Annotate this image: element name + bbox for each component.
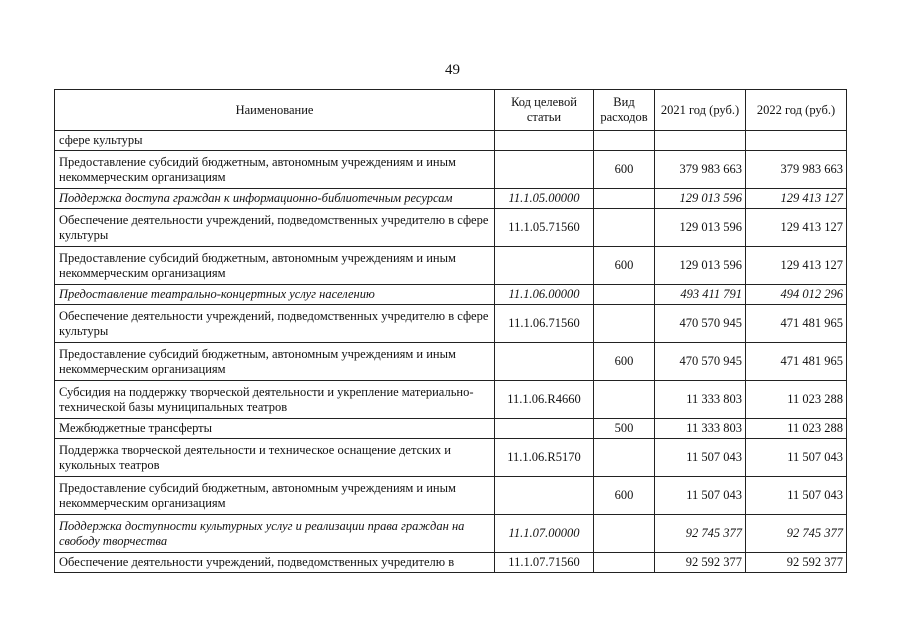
row-amount-2022: 11 507 043 [746, 439, 847, 477]
row-amount-2022: 92 745 377 [746, 515, 847, 553]
table-row [55, 419, 847, 439]
row-amount-2021: 129 013 596 [655, 247, 746, 285]
row-amount-2021: 92 592 377 [655, 553, 746, 573]
row-amount-2021: 11 507 043 [655, 477, 746, 515]
table-row [55, 381, 847, 419]
row-target-code: 11.1.06.R4660 [495, 381, 594, 419]
header-2022: 2022 год (руб.) [746, 90, 847, 131]
row-name: Предоставление субсидий бюджетным, автономным учреждениям и иным некоммерческим организациям [55, 247, 495, 285]
header-expense-type: Вид расходов [594, 90, 655, 131]
table-row [55, 247, 847, 285]
row-expense-type: 500 [594, 419, 655, 439]
row-target-code: 11.1.06.00000 [495, 285, 594, 305]
row-expense-type [594, 553, 655, 573]
row-name: Предоставление субсидий бюджетным, автономным учреждениям и иным некоммерческим организациям [55, 477, 495, 515]
row-amount-2021: 129 013 596 [655, 189, 746, 209]
row-target-code [495, 343, 594, 381]
table-body [55, 131, 847, 573]
row-amount-2022: 92 592 377 [746, 553, 847, 573]
row-name: Предоставление театрально-концертных услуг населению [55, 285, 495, 305]
row-name: Поддержка творческой деятельности и техническое оснащение детских и кукольных театров [55, 439, 495, 477]
table-row [55, 209, 847, 247]
row-name: Обеспечение деятельности учреждений, подведомственных учредителю в сфере культуры [55, 305, 495, 343]
row-expense-type [594, 285, 655, 305]
row-target-code: 11.1.07.71560 [495, 553, 594, 573]
row-amount-2021 [655, 131, 746, 151]
row-expense-type [594, 189, 655, 209]
row-amount-2022: 11 023 288 [746, 381, 847, 419]
row-expense-type [594, 439, 655, 477]
row-target-code: 11.1.07.00000 [495, 515, 594, 553]
row-expense-type: 600 [594, 343, 655, 381]
row-amount-2021: 470 570 945 [655, 305, 746, 343]
row-target-code: 11.1.06.R5170 [495, 439, 594, 477]
table-row [55, 439, 847, 477]
row-name: Предоставление субсидий бюджетным, автономным учреждениям и иным некоммерческим организациям [55, 151, 495, 189]
row-target-code [495, 477, 594, 515]
row-expense-type [594, 381, 655, 419]
row-amount-2021: 493 411 791 [655, 285, 746, 305]
row-amount-2022: 494 012 296 [746, 285, 847, 305]
row-name: Поддержка доступа граждан к информационно-библиотечным ресурсам [55, 189, 495, 209]
row-amount-2022: 129 413 127 [746, 189, 847, 209]
row-expense-type [594, 131, 655, 151]
row-amount-2022: 11 023 288 [746, 419, 847, 439]
row-amount-2022: 129 413 127 [746, 209, 847, 247]
row-target-code [495, 247, 594, 285]
row-target-code: 11.1.06.71560 [495, 305, 594, 343]
row-amount-2022: 471 481 965 [746, 305, 847, 343]
table-row [55, 553, 847, 573]
row-amount-2022: 379 983 663 [746, 151, 847, 189]
row-amount-2021: 92 745 377 [655, 515, 746, 553]
row-name: Поддержка доступности культурных услуг и реализации права граждан на свободу творчества [55, 515, 495, 553]
table-row [55, 343, 847, 381]
table-row [55, 305, 847, 343]
row-expense-type: 600 [594, 477, 655, 515]
row-target-code [495, 419, 594, 439]
page-number: 49 [445, 62, 460, 78]
row-name: сфере культуры [55, 131, 495, 151]
row-target-code: 11.1.05.00000 [495, 189, 594, 209]
row-amount-2021: 11 333 803 [655, 419, 746, 439]
header-name: Наименование [55, 90, 495, 131]
row-expense-type [594, 305, 655, 343]
row-amount-2022: 471 481 965 [746, 343, 847, 381]
row-amount-2021: 11 333 803 [655, 381, 746, 419]
table-header-row [55, 90, 847, 131]
row-target-code: 11.1.05.71560 [495, 209, 594, 247]
row-amount-2022: 11 507 043 [746, 477, 847, 515]
row-amount-2022: 129 413 127 [746, 247, 847, 285]
row-expense-type: 600 [594, 151, 655, 189]
row-name: Обеспечение деятельности учреждений, подведомственных учредителю в [55, 553, 495, 573]
row-amount-2022 [746, 131, 847, 151]
row-amount-2021: 11 507 043 [655, 439, 746, 477]
row-target-code [495, 151, 594, 189]
row-name: Обеспечение деятельности учреждений, подведомственных учредителю в сфере культуры [55, 209, 495, 247]
row-amount-2021: 379 983 663 [655, 151, 746, 189]
table-row [55, 131, 847, 151]
row-name: Субсидия на поддержку творческой деятельности и укрепление материально-технической базы муниципальных театров [55, 381, 495, 419]
row-amount-2021: 129 013 596 [655, 209, 746, 247]
row-expense-type: 600 [594, 247, 655, 285]
table-row [55, 189, 847, 209]
budget-table [54, 89, 847, 573]
row-expense-type [594, 209, 655, 247]
row-target-code [495, 131, 594, 151]
row-amount-2021: 470 570 945 [655, 343, 746, 381]
table-row [55, 151, 847, 189]
row-name: Межбюджетные трансферты [55, 419, 495, 439]
row-expense-type [594, 515, 655, 553]
table-row [55, 477, 847, 515]
row-name: Предоставление субсидий бюджетным, автономным учреждениям и иным некоммерческим организациям [55, 343, 495, 381]
table-row [55, 285, 847, 305]
header-code: Код целевой статьи [495, 90, 594, 131]
header-2021: 2021 год (руб.) [655, 90, 746, 131]
table-row [55, 515, 847, 553]
